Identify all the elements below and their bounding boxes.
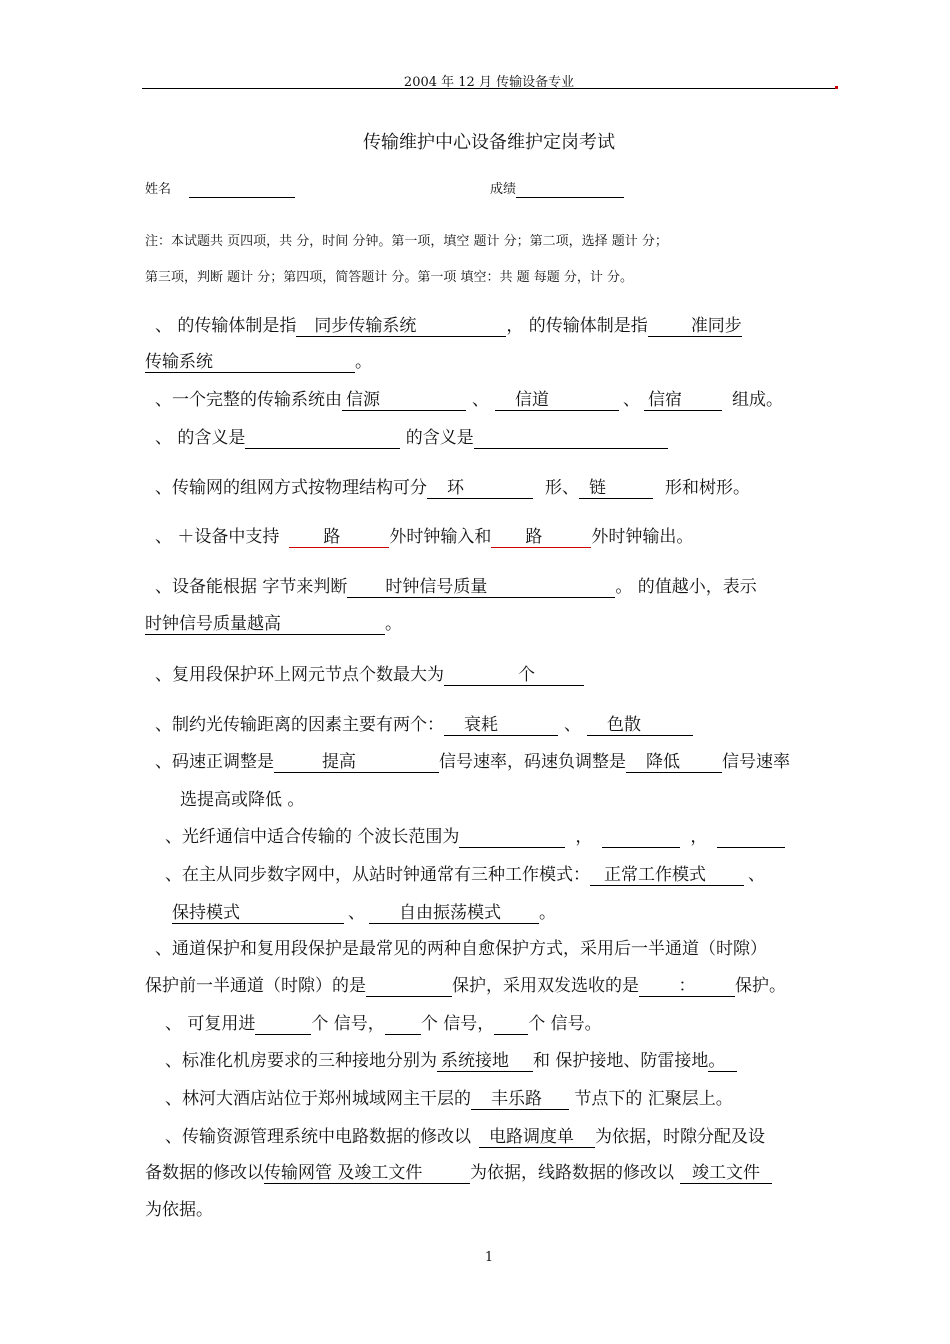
q14-text: 、标准化机房要求的三种接地分别为 [165, 1051, 437, 1071]
q6-text: 、设备能根据 字节来判断 [155, 577, 348, 597]
q4-end: 形和树形。 [665, 478, 750, 498]
question-9 [155, 747, 790, 773]
question-6 [155, 572, 757, 598]
q14-answer-1: 系统接地 [437, 1053, 533, 1072]
q3-text-mid: 的含义是 [400, 428, 474, 448]
q15-text: 、林河大酒店站位于郑州城域网主干层的 [165, 1089, 471, 1109]
question-16-end: 为依据。 [145, 1200, 213, 1220]
q9-end: 信号速率 [722, 752, 790, 772]
q13-answer-3 [494, 1016, 528, 1035]
q9-answer-1: 提高 [274, 754, 439, 773]
q16-answer-1: 电路调度单 [479, 1129, 595, 1148]
q4-text: 、传输网的组网方式按物理结构可分 [155, 478, 427, 498]
q2-end: 组成。 [732, 390, 783, 410]
q16-text-mid: 为依据，时隙分配及设 [595, 1127, 765, 1147]
q11-answer-1: 正常工作模式 [590, 867, 744, 886]
exam-title: 传输维护中心设备维护定岗考试 [363, 132, 615, 153]
q11-end: 。 [539, 903, 556, 923]
q15-end: 节点下的 汇聚层上。 [569, 1089, 733, 1109]
q5-end: 外时钟输出。 [591, 527, 694, 547]
q1-end: 。 [355, 352, 372, 372]
question-7 [155, 660, 584, 686]
q12-end: 保护。 [735, 976, 786, 996]
name-row [145, 178, 295, 198]
question-10: 、光纤通信中适合传输的 个波长范围为 ， ， [165, 822, 785, 848]
q2-answer-1: 信源 [342, 392, 466, 411]
question-13: 、 可复用进 个 信号， 个 信号， 个 信号。 [165, 1014, 602, 1034]
score-blank [516, 183, 624, 198]
q11-answer-2: 保持模式 [172, 905, 344, 924]
note-line-2: 第三项，判断 题计 分；第四项，简答题计 分。第一项 填空：共 题 每题 分，计 分。 [145, 270, 634, 285]
q11-text: 、在主从同步数字网中，从站时钟通常有三种工作模式： [165, 865, 590, 885]
q3-answer-1 [245, 430, 400, 449]
q10-answer-3 [717, 829, 785, 848]
q6-answer-1: 时钟信号质量 [347, 579, 615, 598]
question-6-cont [145, 609, 402, 635]
q13-text: 、 可复用进 [165, 1014, 256, 1034]
q13-answer-1 [255, 1016, 311, 1035]
q1-text-mid: ， 的传输体制是指 [506, 316, 648, 336]
q12-answer-1 [366, 978, 452, 997]
note-line-1: 注：本试题共 页四项，共 分，时间 分钟。第一项，填空 题计 分；第二项，选择 题计 分； [145, 234, 668, 249]
q1-answer-1: 同步传输系统 [296, 318, 506, 337]
score-row [490, 178, 624, 198]
question-8: 、制约光传输距离的因素主要有两个： 衰耗 、 色散 [155, 710, 693, 736]
q6-end: 。 [385, 614, 402, 634]
q3-answer-2 [474, 430, 668, 449]
page-header: 2004 年 12 月 传输设备专业 [403, 75, 575, 90]
q7-text: 、复用段保护环上网元节点个数最大为 [155, 665, 444, 685]
q16-answer-2: 传输网管 及竣工文件 [264, 1165, 470, 1184]
q1-text: 、 的传输体制是指 [155, 316, 297, 336]
q8-text: 、制约光传输距离的因素主要有两个： [155, 715, 444, 735]
header-mark [835, 86, 838, 89]
q5-text-mid: 外时钟输入和 [389, 527, 492, 547]
page-number: 1 [484, 1250, 494, 1265]
q15-answer-1: 丰乐路 [471, 1091, 569, 1110]
question-1 [155, 311, 742, 337]
q12-text-mid: 保护，采用双发选收的是 [452, 976, 639, 996]
question-16-cont [145, 1158, 772, 1184]
q16-text: 、传输资源管理系统中电路数据的修改以 [165, 1127, 471, 1147]
q8-answer-1: 衰耗 [444, 717, 558, 736]
q11-answer-3: 自由振荡模式 [369, 905, 539, 924]
q14-text-mid: 和 保护接地、防雷接地 [533, 1051, 709, 1071]
question-12-cont [145, 971, 786, 997]
q4-answer-2: 链 [579, 480, 653, 499]
q1-answer-2: 准同步 [648, 318, 742, 337]
q13-answer-2 [385, 1016, 421, 1035]
q7-answer: 个 [444, 667, 584, 686]
question-2: 、一个完整的传输系统由 信源 、 信道 、 信宿 组成。 [155, 390, 783, 410]
q1-answer-2-cont: 传输系统 [145, 354, 355, 373]
q2-text: 、一个完整的传输系统由 [155, 390, 342, 410]
q10-answer-2 [602, 829, 680, 848]
header-rule [142, 88, 836, 89]
q16-text-mid-2: 为依据，线路数据的修改以 [470, 1163, 674, 1183]
q2-answer-2: 信道 [495, 392, 619, 411]
question-15 [165, 1084, 733, 1110]
question-11-cont: 保持模式 、 自由振荡模式 。 [172, 903, 556, 923]
question-1-cont [145, 347, 372, 373]
q5-answer-1: 路 [289, 529, 389, 548]
question-16 [165, 1122, 765, 1148]
question-5 [155, 522, 693, 548]
q14-end: 。 [708, 1053, 737, 1072]
q16-text-2: 备数据的修改以 [145, 1163, 264, 1183]
q10-answer-1 [459, 829, 565, 848]
q6-text-mid: 。 的值越小，表示 [615, 577, 757, 597]
q4-answer-1: 环 [427, 480, 533, 499]
question-3 [155, 423, 668, 449]
q12-text: 保护前一半通道（时隙）的是 [145, 976, 366, 996]
question-11: 、在主从同步数字网中，从站时钟通常有三种工作模式： 正常工作模式 、 [165, 865, 765, 885]
question-12: 、通道保护和复用段保护是最常见的两种自愈保护方式，采用后一半通道（时隙） [155, 939, 767, 959]
question-4: 、传输网的组网方式按物理结构可分 环 形、 链 形和树形。 [155, 478, 750, 498]
q12-answer-2: ： [639, 978, 735, 997]
q2-answer-3: 信宿 [644, 392, 722, 411]
question-14 [165, 1046, 737, 1072]
q16-answer-3: 竣工文件 [680, 1165, 772, 1184]
q6-answer-2: 时钟信号质量越高 [145, 616, 385, 635]
name-blank [189, 183, 295, 198]
q5-text: 、 ＋设备中支持 [155, 527, 280, 547]
q9-answer-2: 降低 [626, 754, 722, 773]
q5-answer-2: 路 [491, 529, 591, 548]
q3-text: 、 的含义是 [155, 428, 246, 448]
q10-text: 、光纤通信中适合传输的 个波长范围为 [165, 827, 460, 847]
name-label: 姓名 [145, 182, 172, 197]
q8-answer-2: 色散 [587, 717, 693, 736]
question-9-cont: 选提高或降低 。 [180, 790, 305, 810]
q9-text-mid: 信号速率，码速负调整是 [439, 752, 626, 772]
q9-text: 、码速正调整是 [155, 752, 274, 772]
score-label: 成绩 [490, 182, 517, 197]
